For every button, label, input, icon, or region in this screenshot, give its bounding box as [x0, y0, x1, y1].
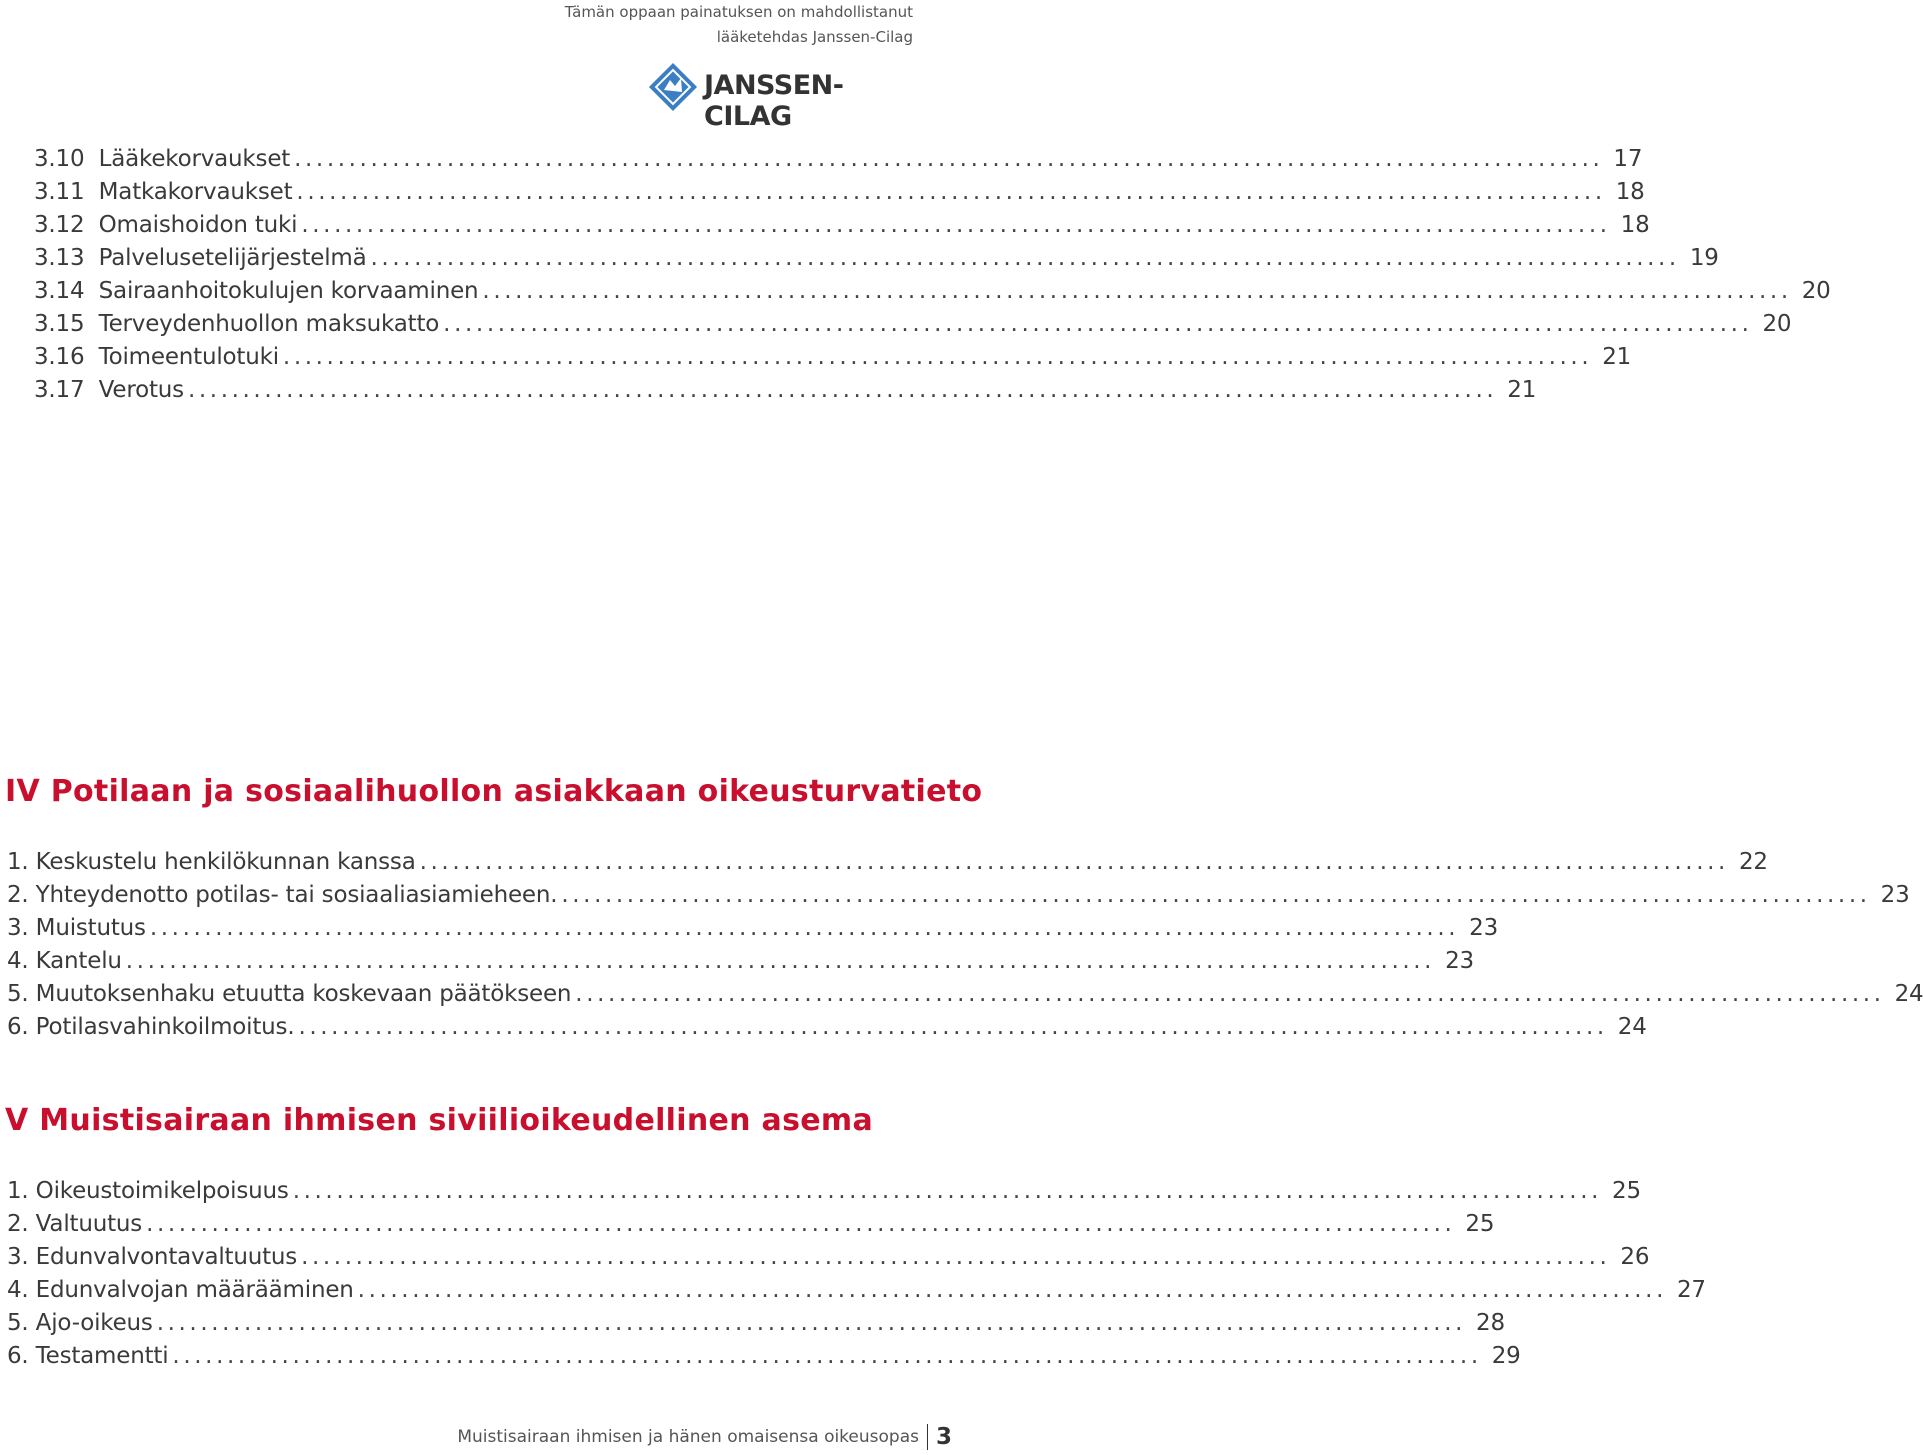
toc-title: Omaishoidon tuki: [98, 212, 298, 238]
toc-number: 3.17: [34, 377, 85, 403]
toc-leader: ........................................................................................................................: [301, 212, 1611, 238]
toc-number: 5.: [7, 981, 29, 1007]
toc-row[interactable]: [7, 1307, 1505, 1340]
toc-number: 3.10: [34, 146, 85, 172]
toc-number: 3.16: [34, 344, 85, 370]
toc-number: 4.: [7, 1277, 29, 1303]
toc-number: 6.: [7, 1343, 29, 1369]
toc-row[interactable]: [34, 143, 1643, 176]
toc-title: Terveydenhuollon maksukatto: [98, 311, 440, 337]
toc-leader: ........................................................................................................................: [292, 1178, 1603, 1204]
toc-leader: ........................................................................................................................: [301, 1244, 1611, 1270]
toc-title: Testamentti: [35, 1343, 169, 1369]
toc-row[interactable]: [34, 308, 1792, 341]
toc-title: Ajo-oikeus: [35, 1310, 153, 1336]
toc-page: 24: [1894, 981, 1923, 1007]
toc-leader: ........................................................................................................................: [125, 948, 1436, 974]
toc-row[interactable]: [7, 1241, 1650, 1274]
section-heading-v: V Muistisairaan ihmisen siviilioikeudellinen asema: [5, 1103, 873, 1138]
toc-title: Kantelu: [35, 948, 122, 974]
toc-page: 20: [1801, 278, 1831, 304]
toc-page: 25: [1465, 1211, 1495, 1237]
toc-leader: ........................................................................................................................: [357, 1277, 1667, 1303]
toc-number: 3.14: [34, 278, 85, 304]
toc-page: 23: [1469, 915, 1499, 941]
toc-title: Keskustelu henkilökunnan kanssa: [35, 849, 416, 875]
toc-number: 2.: [7, 1211, 29, 1237]
toc-page: 21: [1602, 344, 1632, 370]
toc-number: 3.15: [34, 311, 85, 337]
janssen-cilag-logo-icon: [648, 62, 698, 112]
toc-title: Muutoksenhaku etuutta koskevaan päätökseen: [35, 981, 572, 1007]
toc-leader: ........................................................................................................................: [370, 245, 1680, 271]
toc-title: Palvelusetelijärjestelmä: [98, 245, 367, 271]
toc-leader: ........................................................................................................................: [172, 1343, 1482, 1369]
footer-title: Muistisairaan ihmisen ja hänen omaisensa oikeusopas: [457, 1427, 919, 1447]
toc-page: 29: [1491, 1343, 1521, 1369]
toc-title: Muistutus: [35, 915, 146, 941]
toc-page: 28: [1476, 1310, 1505, 1336]
section-heading-iv: IV Potilaan ja sosiaalihuollon asiakkaan oikeusturvatieto: [5, 774, 983, 809]
sponsor-line-2: lääketehdas Janssen-Cilag: [716, 28, 913, 46]
toc-page: 18: [1620, 212, 1650, 238]
toc-row[interactable]: [7, 1274, 1706, 1307]
janssen-cilag-logo: [648, 62, 912, 132]
toc-leader: ........................................................................................................................: [294, 146, 1604, 172]
toc-page: 24: [1617, 1014, 1647, 1040]
toc-number: 3.: [7, 1244, 29, 1270]
toc-row[interactable]: [34, 341, 1632, 374]
toc-title: Oikeustoimikelpoisuus: [35, 1178, 289, 1204]
toc-number: 1.: [7, 849, 29, 875]
toc-number: 3.11: [34, 179, 85, 205]
toc-row[interactable]: [7, 879, 1910, 912]
toc-leader: ........................................................................................................................: [282, 344, 1593, 370]
toc-title: Matkakorvaukset: [98, 179, 293, 205]
toc-leader: ........................................................................................................................: [146, 1211, 1456, 1237]
toc-leader: ........................................................................................................................: [298, 1014, 1608, 1040]
toc-row[interactable]: [34, 275, 1831, 308]
toc-row[interactable]: [7, 1175, 1641, 1208]
toc-title: Toimeentulotuki: [98, 344, 279, 370]
toc-number: 3.12: [34, 212, 85, 238]
toc-page: 26: [1620, 1244, 1650, 1270]
toc-title: Sairaanhoitokulujen korvaaminen: [98, 278, 479, 304]
toc-leader: ........................................................................................................................: [482, 278, 1792, 304]
toc-page: 21: [1507, 377, 1537, 403]
toc-row[interactable]: [7, 945, 1474, 978]
toc-title: Yhteydenotto potilas- tai sosiaaliasiamieheen.: [35, 882, 558, 908]
page-number: 3: [935, 1424, 952, 1450]
toc-leader: ........................................................................................................................: [187, 377, 1498, 403]
page-footer: [457, 1423, 960, 1451]
toc-row[interactable]: [34, 176, 1645, 209]
toc-page: 18: [1615, 179, 1645, 205]
toc-page: 17: [1613, 146, 1643, 172]
toc-page: 23: [1445, 948, 1474, 974]
toc-title: Potilasvahinkoilmoitus.: [35, 1014, 295, 1040]
toc-number: 3.13: [34, 245, 85, 271]
logo-text: JANSSEN-CILAG: [704, 70, 844, 132]
toc-leader: ........................................................................................................................: [443, 311, 1753, 337]
toc-page: 22: [1738, 849, 1768, 875]
toc-leader: ........................................................................................................................: [296, 179, 1606, 205]
toc-row[interactable]: [7, 1011, 1647, 1044]
sponsor-note: [565, 0, 913, 50]
toc-row[interactable]: [34, 374, 1537, 407]
toc-title: Edunvalvojan määrääminen: [35, 1277, 354, 1303]
toc-title: Verotus: [98, 377, 184, 403]
toc-title: Valtuutus: [35, 1211, 143, 1237]
toc-leader: ........................................................................................................................: [561, 882, 1871, 908]
toc-page: 19: [1689, 245, 1719, 271]
toc-page: 23: [1880, 882, 1910, 908]
toc-page: 25: [1612, 1178, 1641, 1204]
toc-number: 3.: [7, 915, 29, 941]
sponsor-line-1: Tämän oppaan painatuksen on mahdollistanut: [564, 3, 913, 21]
toc-title: Lääkekorvaukset: [98, 146, 291, 172]
toc-number: 6.: [7, 1014, 29, 1040]
toc-leader: ........................................................................................................................: [419, 849, 1729, 875]
footer-divider: [927, 1424, 928, 1450]
toc-row[interactable]: [7, 1340, 1521, 1373]
toc-leader: ........................................................................................................................: [575, 981, 1885, 1007]
toc-page: 27: [1676, 1277, 1706, 1303]
toc-row[interactable]: [34, 242, 1719, 275]
toc-page: 20: [1762, 311, 1792, 337]
toc-number: 1.: [7, 1178, 29, 1204]
toc-leader: ........................................................................................................................: [149, 915, 1460, 941]
toc-row[interactable]: [7, 846, 1768, 879]
toc-leader: ........................................................................................................................: [156, 1310, 1467, 1336]
toc-row[interactable]: [7, 978, 1923, 1011]
toc-title: Edunvalvontavaltuutus: [35, 1244, 298, 1270]
toc-row[interactable]: [7, 1208, 1495, 1241]
toc-number: 5.: [7, 1310, 29, 1336]
toc-number: 4.: [7, 948, 29, 974]
toc-row[interactable]: [7, 912, 1499, 945]
toc-number: 2.: [7, 882, 29, 908]
toc-row[interactable]: [34, 209, 1650, 242]
